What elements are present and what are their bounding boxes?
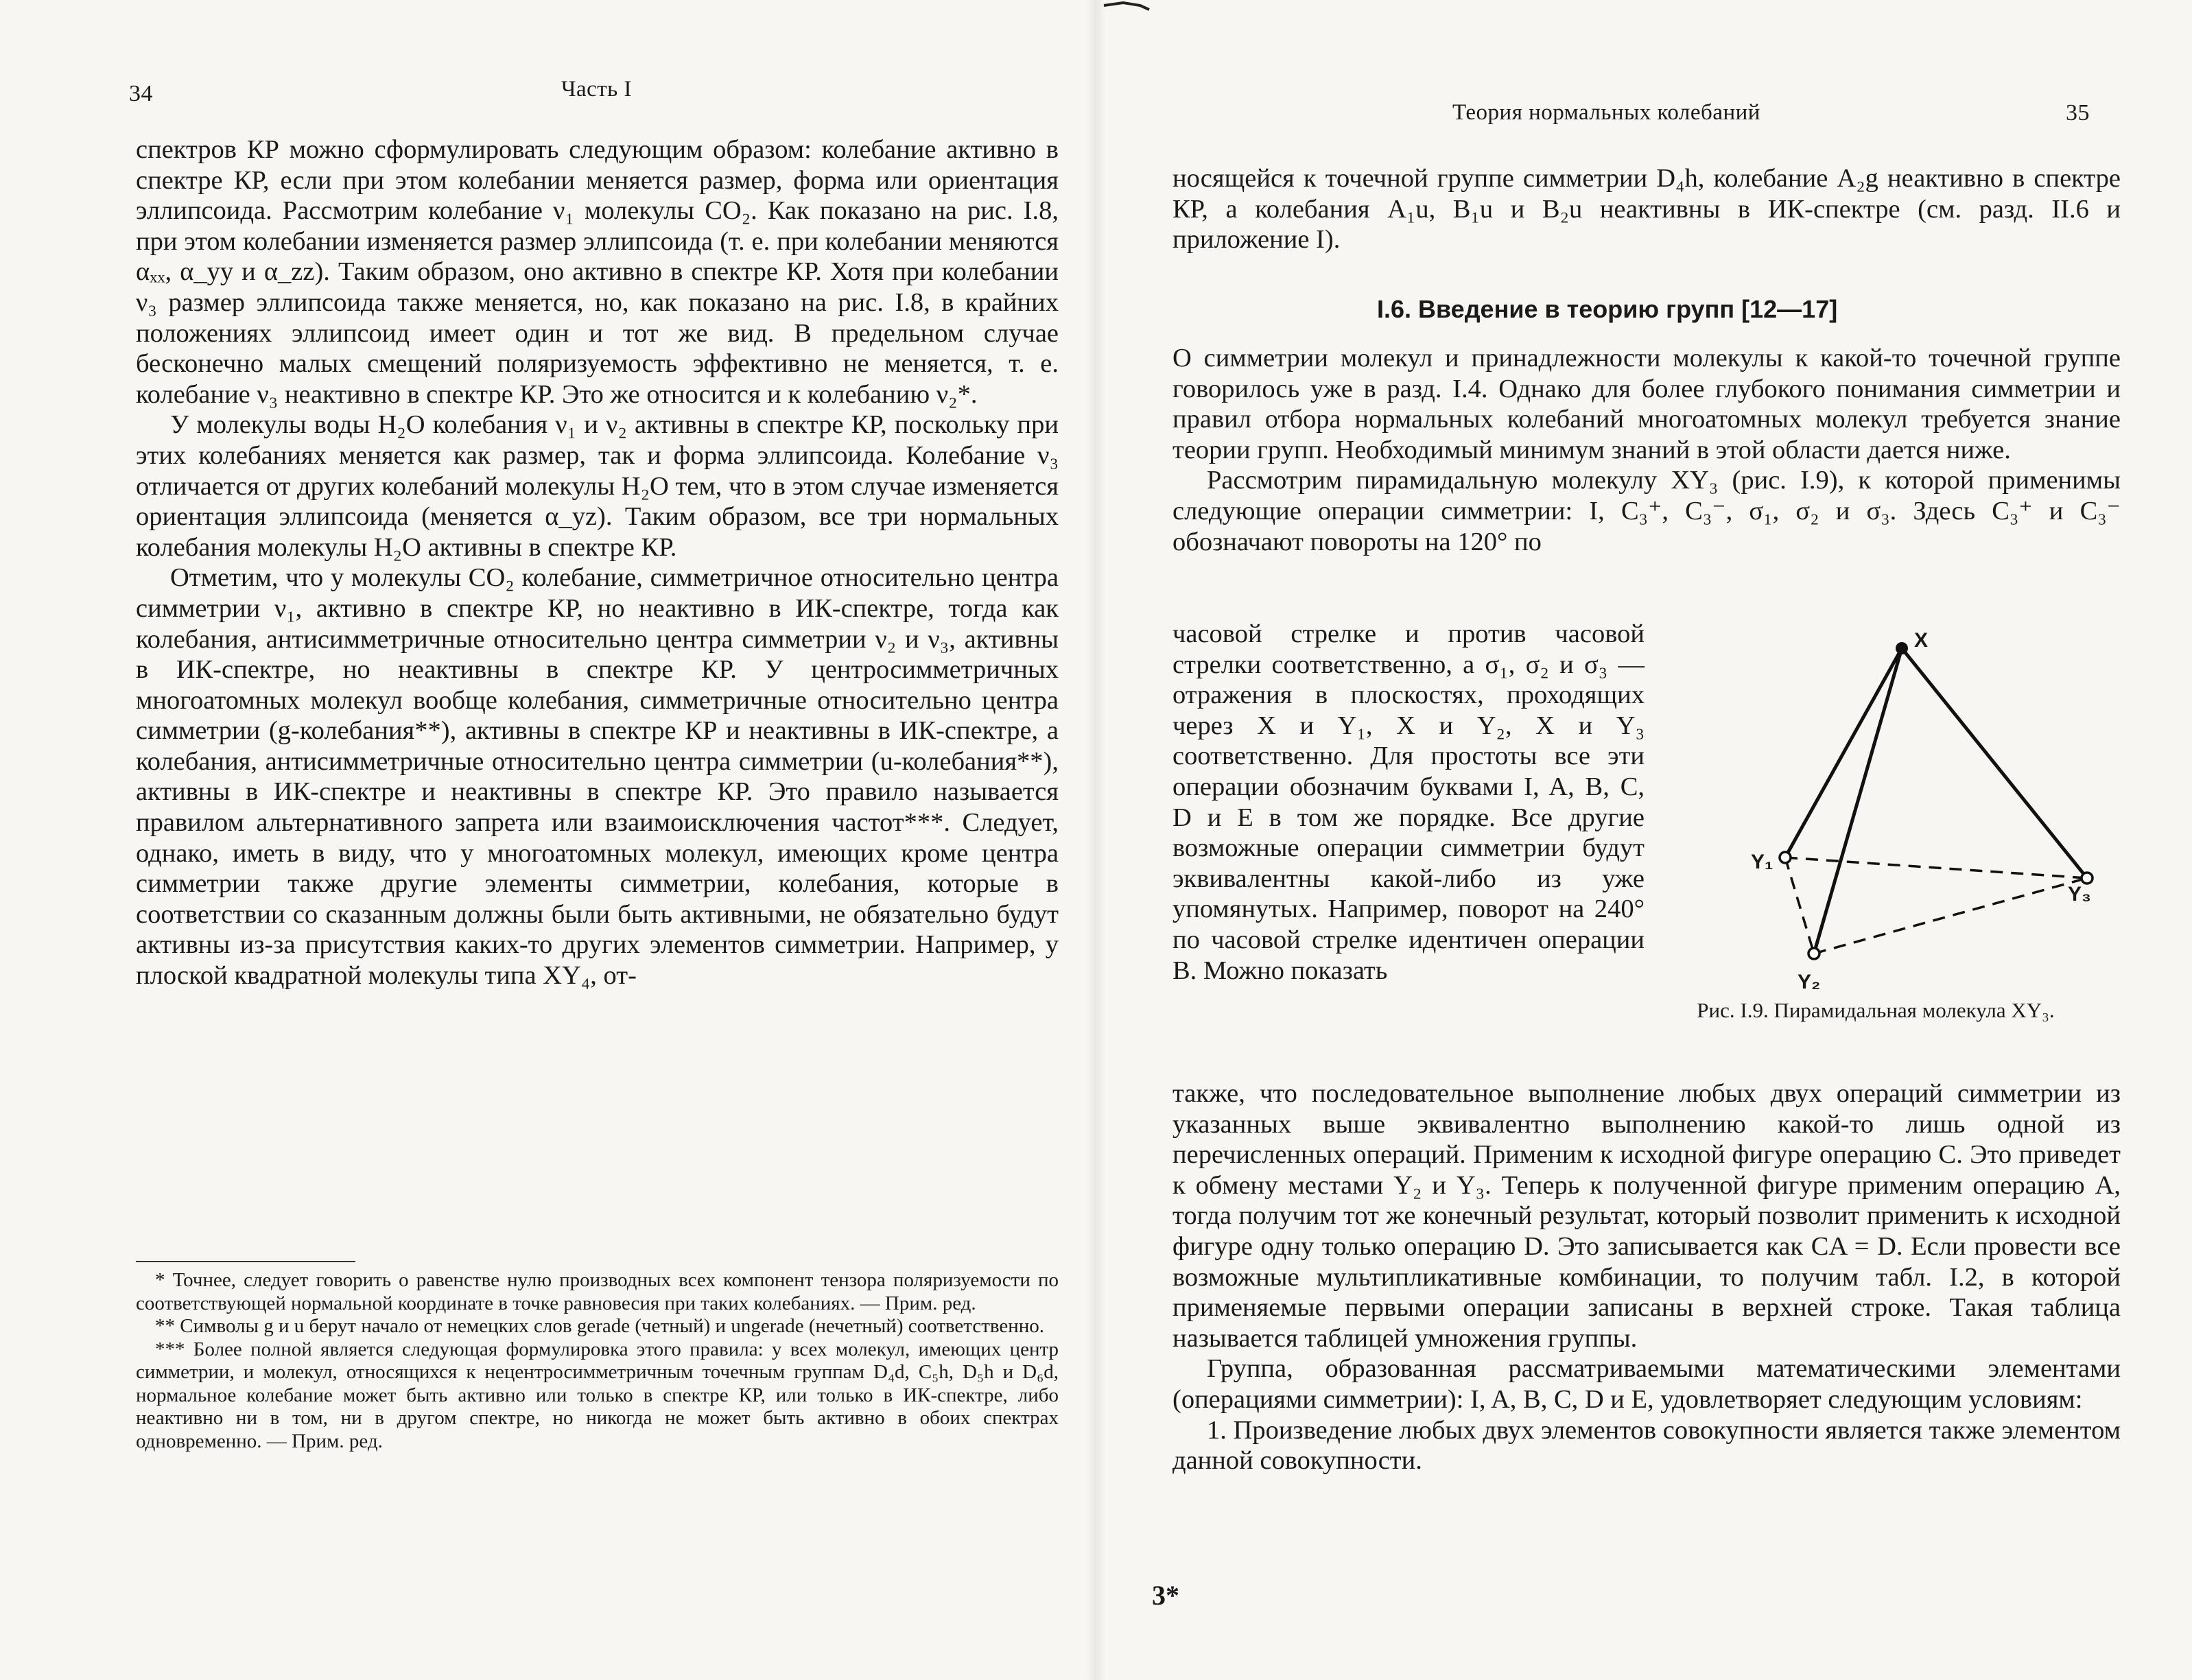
left-paragraph-1: спектров КР можно сформулировать следующим образом: колебание активно в спектре КР, если при этом колебании меняется размер, форма или ориентация эллипсоида. Рассмотрим колебание ν₁ молекулы CO₂. Как показано на рис. I.8, при этом колебании изменяется размер эллипсоида (т. е. при колебании меняются αₓₓ, α_yy и α_zz). Таким образом, оно активно в спектре КР. Хотя при колебании ν₃ размер эллипсоида также меняется, но, как показано на рис. I.8, в крайних положениях эллипсоид имеет один и тот же вид. В предельном случае бесконечно малых смещений поляризуемость эффективно не меняется, т. е. колебание ν₃ неактивно в спектре КР. Это же относится и к колебанию ν₂*. [136, 135, 1059, 409]
atom-y2 [1808, 948, 1819, 959]
right-paragraph-1-block [1172, 343, 2121, 557]
right-paragraph-3: Группа, образованная рассматриваемыми математическими элементами (операциями симметрии): I, A, B, C, D и E, удовлетворяет следующим условиям: [1172, 1354, 2121, 1414]
left-paragraph-2: У молекулы воды H₂O колебания ν₁ и ν₂ активны в спектре КР, поскольку при этих колебаниях меняется как размер, так и форма эллипсоида. Колебание ν₃ отличается от других колебаний молекулы H₂O тем, что в этом случае изменяется ориентация эллипсоида (меняется α_yz). Таким образом, все три нормальных колебания молекулы H₂O активны в спектре КР. [136, 410, 1059, 562]
label-y1: Y₁ [1751, 851, 1773, 873]
footnote-rule [136, 1261, 355, 1262]
right-wrap-column [1172, 619, 1645, 986]
ink-mark-icon [1103, 0, 1151, 16]
right-paragraph-1: О симметрии молекул и принадлежности молекулы к какой-то точечной группе говорилось уже в разд. I.4. Однако для более глубокого понимания симметрии и правил отбора нормальных колебаний многоатомных молекул требуется знание теории групп. Необходимый минимум знаний в этой области дается ниже. [1172, 344, 2121, 464]
atom-y1 [1780, 852, 1791, 863]
footnote-3: *** Более полной является следующая формулировка этого правила: у всех молекул, имеющих центр симметрии, и молекул, относящихся к нецентросимметричным точечным группам D₄d, C₅h, D₅h и D₆d, нормальное колебание может быть активно или только в спектре КР, или только в ИК-спектре, либо неактивно ни в том, ни в другом спектре, но никогда не может быть активно в обоих спектрах одновременно. — Прим. ред. [136, 1338, 1059, 1452]
right-paragraph-2-wrap: часовой стрелке и против часовой стрелки соответственно, а σ₁, σ₂ и σ₃ — отражения в плоскостях, проходящих через X и Y₁, X и Y₂, X и Y₃ соответственно. Для простоты все эти операции обозначим буквами I, A, B, C, D и E в том же порядке. Все другие возможные операции симметрии будут эквивалентны какой-либо из уже упомянутых. Например, поворот на 240° по часовой стрелке идентичен операции B. Можно показать [1172, 619, 1645, 985]
right-paragraph-2-rest: также, что последовательное выполнение любых двух операций симметрии из указанных выше эквивалентно выполнению какой-то лишь одной из перечисленных операций. Применим к исходной фигуре операцию C. Это приведет к обмену местами Y₂ и Y₃. Теперь к полученной фигуре применим операцию A, тогда получим тот же конечный результат, который позволит применить к исходной фигуре одну только операцию D. Это записывается как CA = D. Если провести все возможные мультипликативные комбинации, то получим табл. I.2, в которой применяемые первыми операции записаны в верхней строке. Такая таблица называется таблицей умножения группы. [1172, 1079, 2121, 1353]
label-y3: Y₃ [2068, 883, 2091, 906]
right-lower-text [1172, 1078, 2121, 1476]
label-y2: Y₂ [1798, 971, 1821, 993]
left-footnotes [136, 1269, 1059, 1453]
left-running-head: Часть I [561, 77, 632, 102]
left-page-number: 34 [129, 81, 153, 106]
right-paragraph-2-full-width: Рассмотрим пирамидальную молекулу XY₃ (рис. I.9), к которой применимы следующие операции симметрии: I, C₃⁺, C₃⁻, σ₁, σ₂ и σ₃. Здесь C₃⁺ и C₃⁻ обозначают повороты на 120° по [1172, 466, 2121, 556]
left-paragraph-3: Отметим, что у молекулы CO₂ колебание, симметричное относительно центра симметрии ν₁, активно в спектре КР, но неактивно в ИК-спектре, тогда как колебания, антисимметричные относительно центра симметрии ν₂ и ν₃, активны в ИК-спектре, но неактивны в спектре КР. У центросимметричных многоатомных молекул вообще колебания, симметричные относительно центра симметрии (g-колебания**), активны в спектре КР и неактивны в ИК-спектре, а колебания, антисимметричные относительно центра симметрии (u-колебания**), активны в ИК-спектре и неактивны в спектре КР. Это правило называется правилом альтернативного запрета или взаимоисключения частот***. Следует, однако, иметь в виду, что у многоатомных молекул, имеющих кроме центра симметрии также другие элементы симметрии, колебания, которые в соответствии со сказанным должны были быть активными, не обязательно будут активны из-за присутствия каких-то других элементов симметрии. Например, у плоской квадратной молекулы типа XY₄, от- [136, 563, 1059, 991]
pyramid-diagram [1648, 628, 2101, 998]
right-intro-paragraph: носящейся к точечной группе симметрии D₄h, колебание A₂g неактивно в спектре КР, а колебания A₁u, B₁u и B₂u неактивны в ИК-спектре (см. разд. II.6 и приложение I). [1172, 164, 2121, 255]
signature-mark: 3* [1152, 1580, 1179, 1611]
right-running-head: Теория нормальных колебаний [1452, 100, 1760, 125]
atom-y3 [2082, 873, 2093, 884]
section-title: I.6. Введение в теорию групп [12—17] [1377, 295, 1838, 323]
right-page [1096, 0, 2192, 1680]
left-body-text [136, 134, 1059, 991]
atom-x [1896, 642, 1908, 654]
label-x: X [1914, 629, 1929, 652]
footnote-1: * Точнее, следует говорить о равенстве нулю производных всех компонент тензора поляризуемости по соответствующей нормальной координате в точке равновесия при таких колебаниях. — Прим. ред. [136, 1269, 1059, 1314]
footnote-2: ** Символы g и u берут начало от немецких слов gerade (четный) и ungerade (нечетный) соответственно. [155, 1315, 1045, 1337]
right-paragraph-4: 1. Произведение любых двух элементов совокупности является также элементом данной совокупности. [1172, 1415, 2121, 1476]
figure-pyramid [1648, 628, 2101, 1012]
figure-caption: Рис. I.9. Пирамидальная молекула XY₃. [1697, 998, 2055, 1022]
print-mark [1103, 0, 1151, 21]
right-page-number: 35 [2066, 100, 2090, 126]
right-intro-text [1172, 163, 2121, 255]
